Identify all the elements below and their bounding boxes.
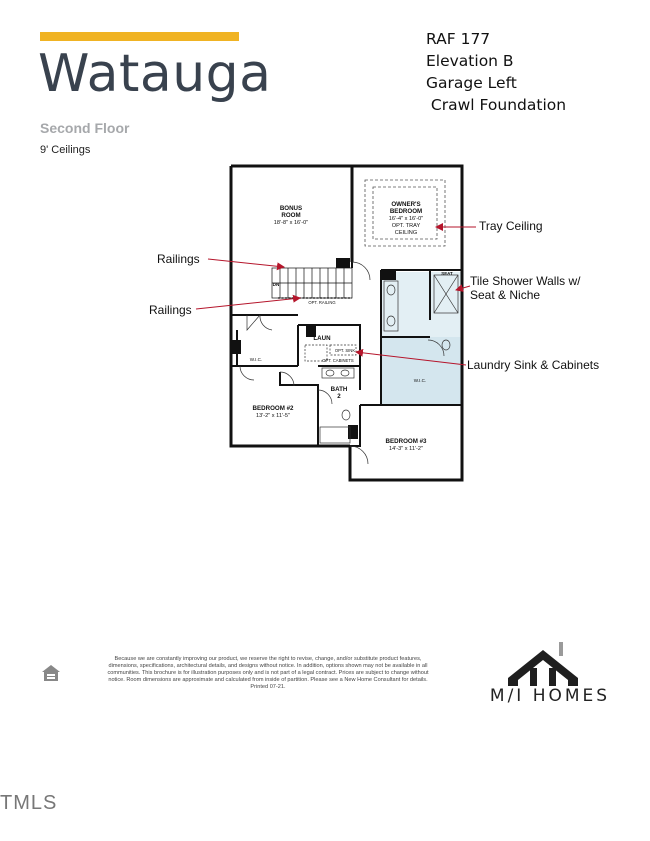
- callout-tile-shower-2: Seat & Niche: [470, 288, 541, 302]
- owner-bath-fill: [381, 272, 461, 337]
- opt-cabinets-label: OPT. CABINETS: [322, 358, 354, 363]
- opt-sink-label: OPT. SINK: [334, 348, 356, 353]
- callout-tray-ceiling: Tray Ceiling: [479, 219, 543, 233]
- laundry-label: LAUN: [313, 335, 331, 342]
- elevation: Elevation B: [426, 52, 514, 70]
- bath-label: BATH: [330, 386, 348, 393]
- wic-owner-label: W.I.C.: [413, 378, 427, 383]
- callout-laundry: Laundry Sink & Cabinets: [467, 358, 600, 372]
- bedroom-3-dims: 14'-3" x 11'-2": [389, 446, 423, 452]
- wic-left-label: W.I.C.: [249, 357, 263, 362]
- opt-railing-label: OPT. RAILING: [308, 300, 336, 305]
- callouts: [149, 219, 599, 372]
- owners-bedroom-dims: 16'-4" x 16'-0": [388, 216, 424, 222]
- legal-disclaimer: Because we are constantly improving our product, we reserve the right to revise, change, and/or substitute product features, dimensions, specifications, architectural details, and designs without notice. In addition, options shown may not be available in all communities. This brochure is for illustration purposes only and is not part of a legal contract. Prices are subject to change without notice. Room dimensions are approximate and calculated from inside of partition. Please see a New Home Consultant for details. Printed 07-21.: [107, 656, 429, 690]
- owner-closet-fill: [381, 337, 461, 404]
- bonus-room-label-2: ROOM: [281, 212, 301, 219]
- bonus-room-label: BONUS: [279, 205, 303, 212]
- callout-tile-shower-1: Tile Shower Walls w/: [470, 274, 581, 288]
- owners-bedroom-label: OWNER'S: [391, 201, 421, 208]
- bedroom-2-dims: 13'-2" x 11'-5": [256, 413, 290, 419]
- equal-housing-opportunity-icon: [40, 662, 62, 684]
- owners-opt-ceiling: CEILING: [394, 230, 418, 236]
- stairs-down-label: DN: [272, 282, 280, 287]
- foundation: Crawl Foundation: [426, 96, 567, 114]
- callout-railings-1: Railings: [157, 252, 200, 266]
- ceiling-height: 9' Ceilings: [40, 144, 91, 156]
- plan-id: RAF 177: [426, 30, 491, 48]
- garage: Garage Left: [426, 74, 517, 92]
- owners-bedroom-label-2: BEDROOM: [389, 208, 423, 215]
- page-title: Watauga: [38, 44, 272, 104]
- bonus-room-dims: 18'-8" x 16'-0": [273, 220, 309, 226]
- owners-opt-tray: OPT. TRAY: [391, 223, 421, 229]
- seat-label: SEAT: [441, 271, 453, 276]
- bedroom-3-label: BEDROOM #3: [385, 438, 427, 445]
- watermark: TMLS: [0, 792, 58, 814]
- brand-name: M/I HOMES: [489, 686, 611, 706]
- staircase: [272, 268, 352, 298]
- floor-label: Second Floor: [40, 120, 130, 136]
- callout-railings-2: Railings: [149, 303, 192, 317]
- bedroom-2-label: BEDROOM #2: [252, 405, 294, 412]
- bath-number: 2: [337, 393, 341, 400]
